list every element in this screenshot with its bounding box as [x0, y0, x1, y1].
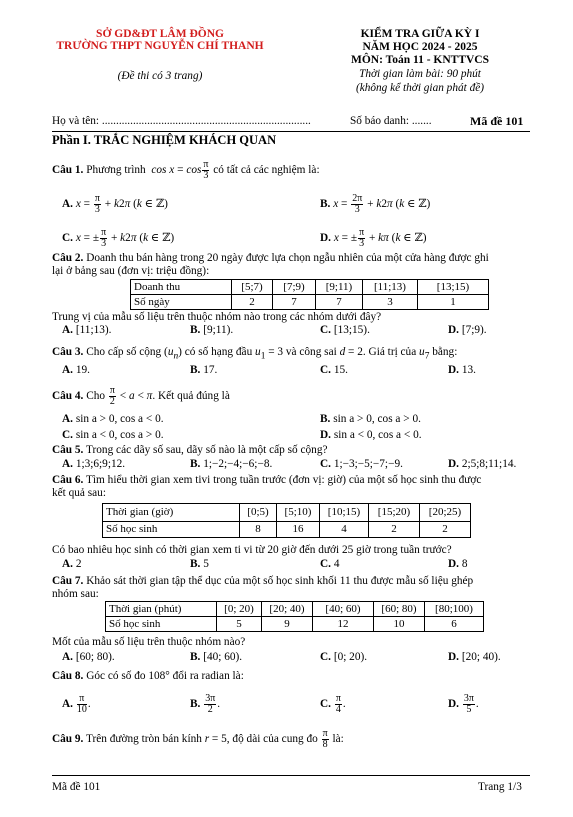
- q2-option-d[interactable]: D. [7;9).: [448, 324, 487, 336]
- q1-option-c[interactable]: C. x = ± $\frac{\pi}{3}$ + k2π (k ∈ ℤ): [62, 227, 175, 249]
- question-2-prompt: Trung vị của mẫu số liệu trên thuộc nhóm nào trong các nhóm dưới đây?: [52, 311, 382, 323]
- question-1: Câu 1. Phương trình cos x = cos $\frac{\pi}{3}$ có tất cả các nghiệm là:: [52, 159, 320, 181]
- question-7: Câu 7. Khảo sát thời gian tập thể dục của một số học sinh khối 11 thu được mẫu số liệu ghép: [52, 575, 474, 587]
- student-name-field: Họ và tên: ..........................................................................: [52, 115, 311, 127]
- dept-name: SỞ GD&ĐT LÂM ĐỒNG: [96, 28, 224, 40]
- q6-option-a[interactable]: A. 2: [62, 558, 82, 570]
- q6-option-b[interactable]: B. 5: [190, 558, 209, 570]
- q8-option-a[interactable]: A. $\frac{\pi}{10}$ .: [62, 693, 91, 715]
- q7-option-c[interactable]: C. [0; 20).: [320, 651, 368, 663]
- q2-option-a[interactable]: A. [11;13).: [62, 324, 112, 336]
- q8-option-b[interactable]: B. $\frac{3\pi}{2}$ .: [190, 693, 221, 715]
- footer-exam-code: Mã đề 101: [52, 781, 101, 793]
- question-6-prompt: Có bao nhiêu học sinh có thời gian xem ti vi từ 20 giờ đến dưới 25 giờ trong tuần trước?: [52, 544, 452, 556]
- question-7-prompt: Mốt của mẫu số liệu trên thuộc nhóm nào?: [52, 636, 246, 648]
- q4-option-d[interactable]: D. sin a < 0, cos a < 0.: [320, 429, 422, 441]
- footer-divider: [52, 775, 530, 776]
- q1-option-b[interactable]: B. x = $\frac{2\pi}{3}$ + k2π (k ∈ ℤ): [320, 193, 431, 215]
- subject: MÔN: Toán 11 - KNTTVCS: [350, 54, 490, 66]
- question-3: Câu 3. Cho cấp số cộng $(u_n)$ có số hạng đầu $u_1 = 3$ và công sai d = 2. Giá trị của $u_7$ bằng:: [52, 346, 458, 362]
- q3-option-b[interactable]: B. 17.: [190, 364, 218, 376]
- school-year: NĂM HỌC 2024 - 2025: [362, 41, 478, 53]
- question-4: Câu 4. Cho $\frac{\pi}{2}$ < a < π. Kết quả đúng là: [52, 385, 230, 407]
- question-7-cont: nhóm sau:: [52, 588, 99, 600]
- header-divider: [52, 131, 530, 132]
- q8-option-d[interactable]: D. $\frac{3\pi}{5}$ .: [448, 693, 479, 715]
- question-8: Câu 8. Góc có số đo 108° đổi ra radian là:: [52, 670, 244, 682]
- revenue-table: Doanh thu [5;7) [7;9) [9;11) [11;13) [13;15) Số ngày 2 7 7 3 1: [130, 279, 489, 310]
- student-id-field: Số báo danh: .......: [350, 115, 432, 127]
- footer-page-number: Trang 1/3: [478, 781, 522, 793]
- question-2-cont: lại ở bảng sau (đơn vị: triệu đồng):: [52, 265, 210, 277]
- q1-option-d[interactable]: D. x = ± $\frac{\pi}{3}$ + kπ (k ∈ ℤ): [320, 227, 427, 249]
- school-name: TRƯỜNG THPT NGUYỄN CHÍ THANH: [56, 40, 264, 52]
- tv-time-table: Thời gian (giờ) [0;5) [5;10) [10;15) [15;20) [20;25) Số học sinh 8 16 4 2 2: [102, 503, 471, 538]
- q3-option-d[interactable]: D. 13.: [448, 364, 476, 376]
- q4-option-b[interactable]: B. sin a > 0, cos a > 0.: [320, 413, 421, 425]
- q2-option-b[interactable]: B. [9;11).: [190, 324, 234, 336]
- part-title: Phần I. TRẮC NGHIỆM KHÁCH QUAN: [52, 133, 277, 147]
- q5-option-d[interactable]: D. 2;5;8;11;14.: [448, 458, 517, 470]
- q6-option-c[interactable]: C. 4: [320, 558, 340, 570]
- q7-option-a[interactable]: A. [60; 80).: [62, 651, 115, 663]
- exam-time: Thời gian làm bài: 90 phút: [359, 68, 481, 80]
- question-9: Câu 9. Trên đường tròn bán kính r = 5, độ dài của cung đo $\frac{\pi}{8}$ là:: [52, 728, 344, 750]
- q4-option-c[interactable]: C. sin a < 0, cos a > 0.: [62, 429, 164, 441]
- exam-time-note: (không kể thời gian phát đề): [355, 82, 485, 94]
- q5-option-b[interactable]: B. 1;−2;−4;−6;−8.: [190, 458, 273, 470]
- question-6: Câu 6. Tìm hiểu thời gian xem tivi trong tuần trước (đơn vị: giờ) của một số học sinh thu được: [52, 474, 482, 486]
- question-6-cont: kết quả sau:: [52, 487, 106, 499]
- question-5: Câu 5. Trong các dãy số sau, dãy số nào là một cấp số cộng?: [52, 444, 328, 456]
- q3-option-a[interactable]: A. 19.: [62, 364, 90, 376]
- q1-option-a[interactable]: A. x = $\frac{\pi}{3}$ + k2π (k ∈ ℤ): [62, 193, 168, 215]
- q7-option-b[interactable]: B. [40; 60).: [190, 651, 243, 663]
- exercise-time-table: Thời gian (phút) [0; 20) [20; 40) [40; 60) [60; 80) [80;100) Số học sinh 5 9 12 10 6: [105, 601, 484, 632]
- q8-option-c[interactable]: C. $\frac{\pi}{4}$ .: [320, 693, 346, 715]
- q3-option-c[interactable]: C. 15.: [320, 364, 348, 376]
- q5-option-a[interactable]: A. 1;3;6;9;12.: [62, 458, 126, 470]
- q6-option-d[interactable]: D. 8: [448, 558, 468, 570]
- q4-option-a[interactable]: A. sin a > 0, cos a < 0.: [62, 413, 164, 425]
- exam-title: KIỂM TRA GIỮA KỲ I: [360, 28, 480, 40]
- q2-option-c[interactable]: C. [13;15).: [320, 324, 370, 336]
- q5-option-c[interactable]: C. 1;−3;−5;−7;−9.: [320, 458, 403, 470]
- exam-code: Mã đề 101: [470, 114, 524, 128]
- pages-note: (Đề thi có 3 trang): [117, 70, 203, 82]
- question-2: Câu 2. Doanh thu bán hàng trong 20 ngày được lựa chọn ngẫu nhiên của một cửa hàng được ghi: [52, 252, 489, 264]
- q7-option-d[interactable]: D. [20; 40).: [448, 651, 501, 663]
